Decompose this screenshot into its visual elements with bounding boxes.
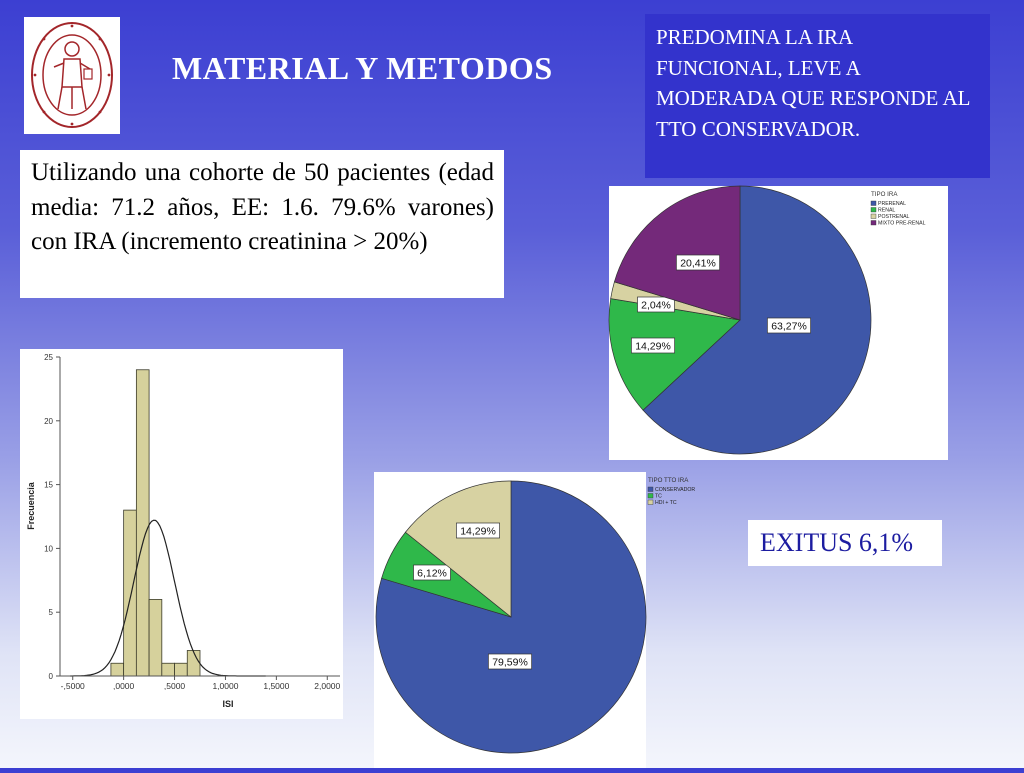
x-tick-label: ,0000 <box>112 681 135 691</box>
university-logo <box>24 17 120 134</box>
legend-swatch <box>648 500 653 505</box>
legend-entry: POSTRENAL <box>878 214 910 221</box>
y-tick-label: 20 <box>44 416 53 426</box>
x-tick-label: ,5000 <box>163 681 186 691</box>
legend-entry: RENAL <box>878 207 896 214</box>
isi-histogram <box>20 349 343 719</box>
conclusion-note: PREDOMINA LA IRA FUNCIONAL, LEVE A MODERADA QUE RESPONDE AL TTO CONSERVADOR. <box>645 14 990 178</box>
histogram-bar <box>175 663 188 676</box>
legend-swatch <box>871 208 876 213</box>
histogram-bar <box>111 663 124 676</box>
histogram-bar <box>124 510 137 676</box>
isi-histogram-panel <box>20 349 343 719</box>
slice-label: 2,04% <box>641 299 671 312</box>
legend-title: TIPO IRA <box>871 191 898 198</box>
x-axis-label: ISI <box>222 699 234 709</box>
exitus-badge: EXITUS 6,1% <box>748 520 942 566</box>
legend-swatch <box>648 487 653 492</box>
x-tick-label: 1,5000 <box>263 681 290 691</box>
tipo-tto-pie-panel <box>374 472 696 768</box>
slice-label: 14,29% <box>635 340 671 353</box>
legend-entry: TC <box>655 493 662 500</box>
y-tick-label: 25 <box>44 353 53 362</box>
x-tick-label: 2,0000 <box>314 681 341 691</box>
histogram-bar <box>187 650 200 676</box>
x-tick-label: -,5000 <box>60 681 85 691</box>
y-tick-label: 10 <box>44 544 53 554</box>
tipo-tto-pie-chart <box>374 472 696 768</box>
legend-entry: PRERENAL <box>878 201 906 208</box>
histogram-bar <box>162 663 175 676</box>
legend-entry: CONSERVADOR <box>655 487 696 494</box>
legend-entry: HDI + TC <box>655 500 677 507</box>
y-tick-label: 0 <box>48 672 53 681</box>
slice-label: 14,29% <box>460 525 496 538</box>
histogram-bar <box>136 370 149 676</box>
legend-swatch <box>648 494 653 499</box>
legend-swatch <box>871 221 876 226</box>
y-axis-label: Frecuencia <box>26 482 36 530</box>
slice-label: 6,12% <box>417 567 447 580</box>
slice-label: 20,41% <box>680 257 716 270</box>
tipo-ira-pie-chart <box>609 186 948 460</box>
seal-icon <box>24 17 120 134</box>
cohort-description: Utilizando una cohorte de 50 pacientes (edad media: 71.2 años, EE: 1.6. 79.6% varones) con IRA (incremento creatinina > 20%) <box>20 150 504 298</box>
x-tick-label: 1,0000 <box>212 681 239 691</box>
legend-swatch <box>871 214 876 219</box>
legend-swatch <box>871 201 876 206</box>
slice-label: 63,27% <box>771 320 807 333</box>
histogram-bar <box>149 599 162 676</box>
legend-title: TIPO TTO IRA <box>648 477 689 484</box>
y-tick-label: 15 <box>44 480 53 490</box>
slice-label: 79,59% <box>492 656 528 669</box>
y-tick-label: 5 <box>48 608 53 618</box>
legend-entry: MIXTO PRE-RENAL <box>878 220 926 227</box>
tipo-ira-pie-panel <box>609 186 948 460</box>
normal-curve <box>70 520 266 676</box>
slide-title: MATERIAL Y METODOS <box>172 50 553 86</box>
